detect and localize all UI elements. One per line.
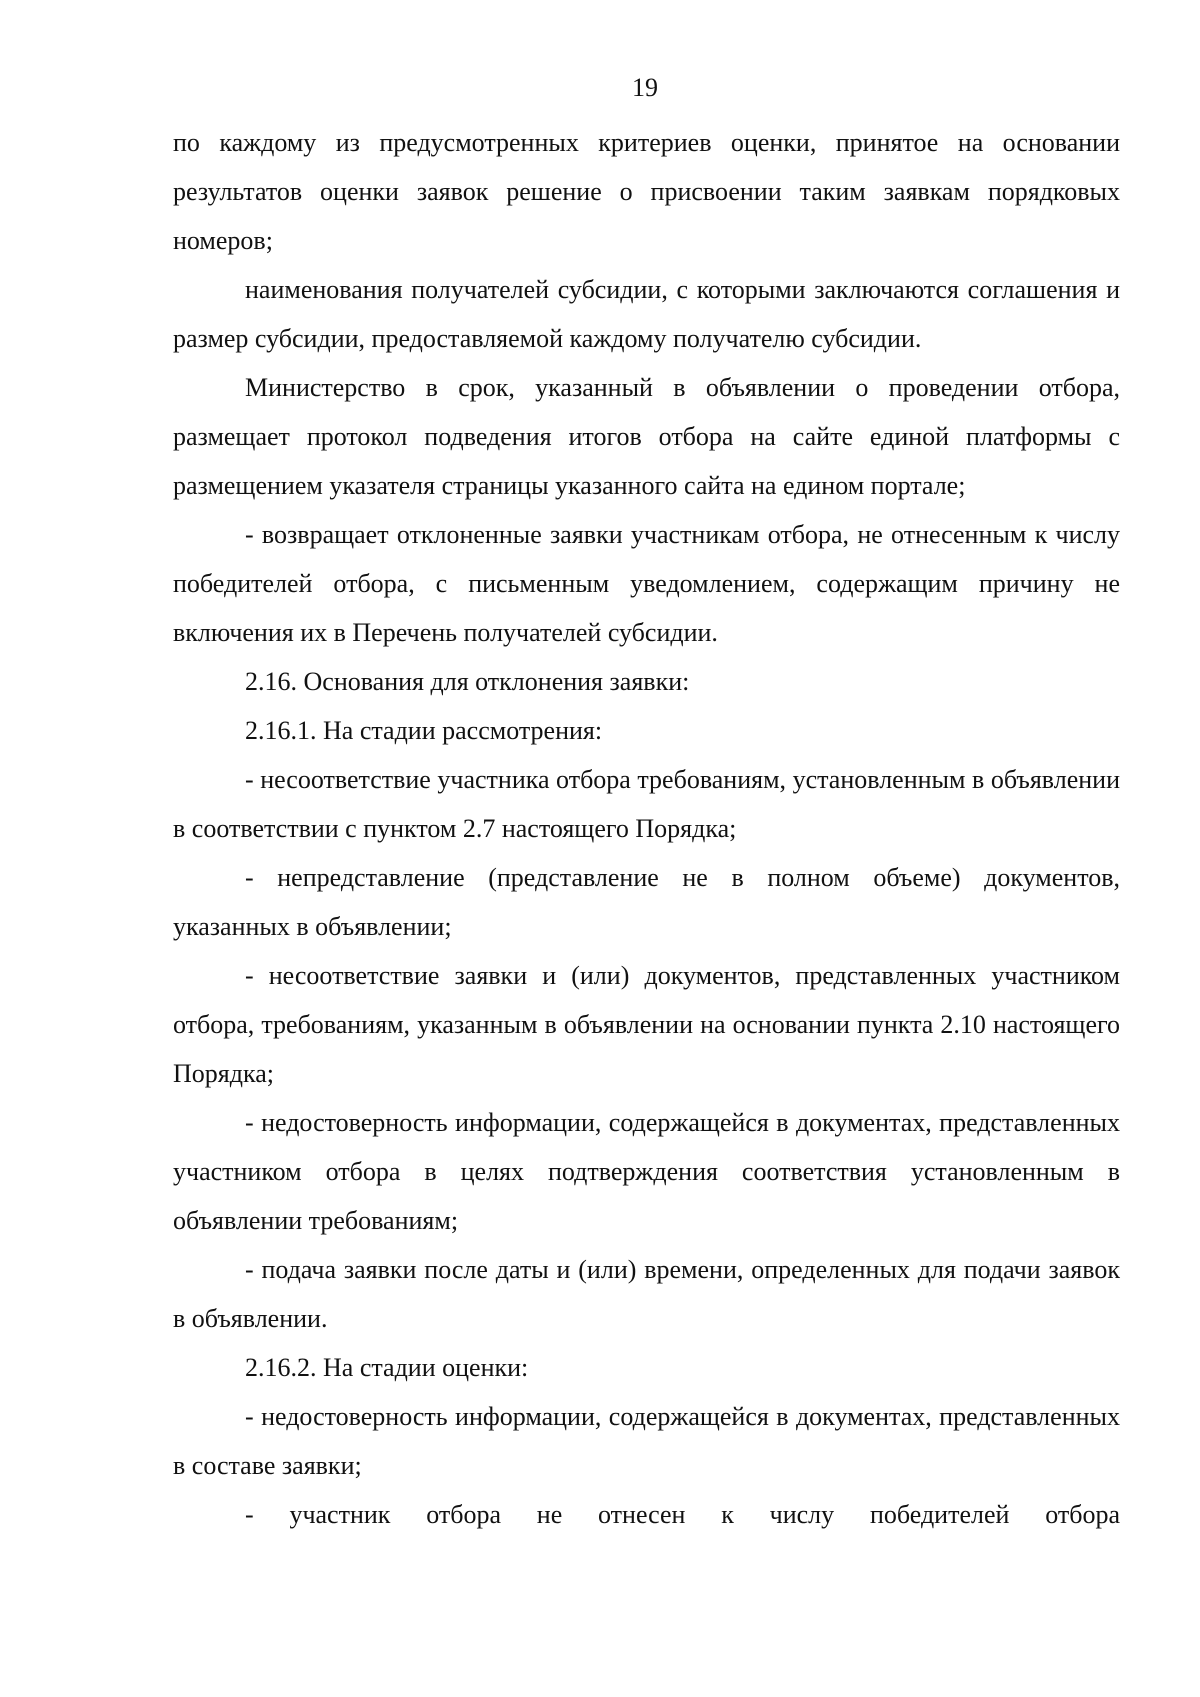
page-number: 19 bbox=[632, 73, 658, 102]
list-item-nonsubmission-documents: - непредставление (представление не в полном объеме) документов, указанных в объявлении; bbox=[173, 863, 1120, 941]
section-heading-2-16-1: 2.16.1. На стадии рассмотрения: bbox=[245, 716, 603, 745]
list-item-late-submission: - подача заявки после даты и (или) времени, определенных для подачи заявок в объявлении. bbox=[173, 1255, 1120, 1333]
paragraph-recipient-names: наименования получателей субсидии, с которыми заключаются соглашения и размер субсидии, предоставляемой каждому получателю субсидии. bbox=[173, 275, 1120, 353]
paragraph-return-rejected: - возвращает отклоненные заявки участникам отбора, не отнесенным к числу победителей отбора, с письменным уведомлением, содержащим причину не включения их в Перечень получателей субсидии. bbox=[173, 520, 1120, 647]
list-item-unreliable-information: - недостоверность информации, содержащейся в документах, представленных участником отбора в целях подтверждения соответствия установленным в объявлении требованиям; bbox=[173, 1108, 1120, 1235]
paragraph-ministry-protocol: Министерство в срок, указанный в объявлении о проведении отбора, размещает протокол подведения итогов отбора на сайте единой платформы с размещением указателя страницы указанного сайта на едином портале; bbox=[173, 373, 1120, 500]
list-item-nonconformity-participant: - несоответствие участника отбора требованиям, установленным в объявлении в соответствии с пунктом 2.7 настоящего Порядка; bbox=[173, 765, 1120, 843]
list-item-nonconformity-application: - несоответствие заявки и (или) документов, представленных участником отбора, требованиям, указанным в объявлении на основании пункта 2.10 настоящего Порядка; bbox=[173, 961, 1120, 1088]
section-heading-2-16-2: 2.16.2. На стадии оценки: bbox=[245, 1353, 529, 1382]
list-item-not-winner: - участник отбора не отнесен к числу победителей отбора bbox=[245, 1500, 1120, 1529]
section-heading-2-16: 2.16. Основания для отклонения заявки: bbox=[245, 667, 690, 696]
list-item-unreliable-information-evaluation: - недостоверность информации, содержащейся в документах, представленных в составе заявки; bbox=[173, 1402, 1120, 1480]
document-body bbox=[173, 118, 1120, 1539]
paragraph-criteria-continuation: по каждому из предусмотренных критериев оценки, принятое на основании результатов оценки заявок решение о присвоении таким заявкам порядковых номеров; bbox=[173, 128, 1120, 255]
